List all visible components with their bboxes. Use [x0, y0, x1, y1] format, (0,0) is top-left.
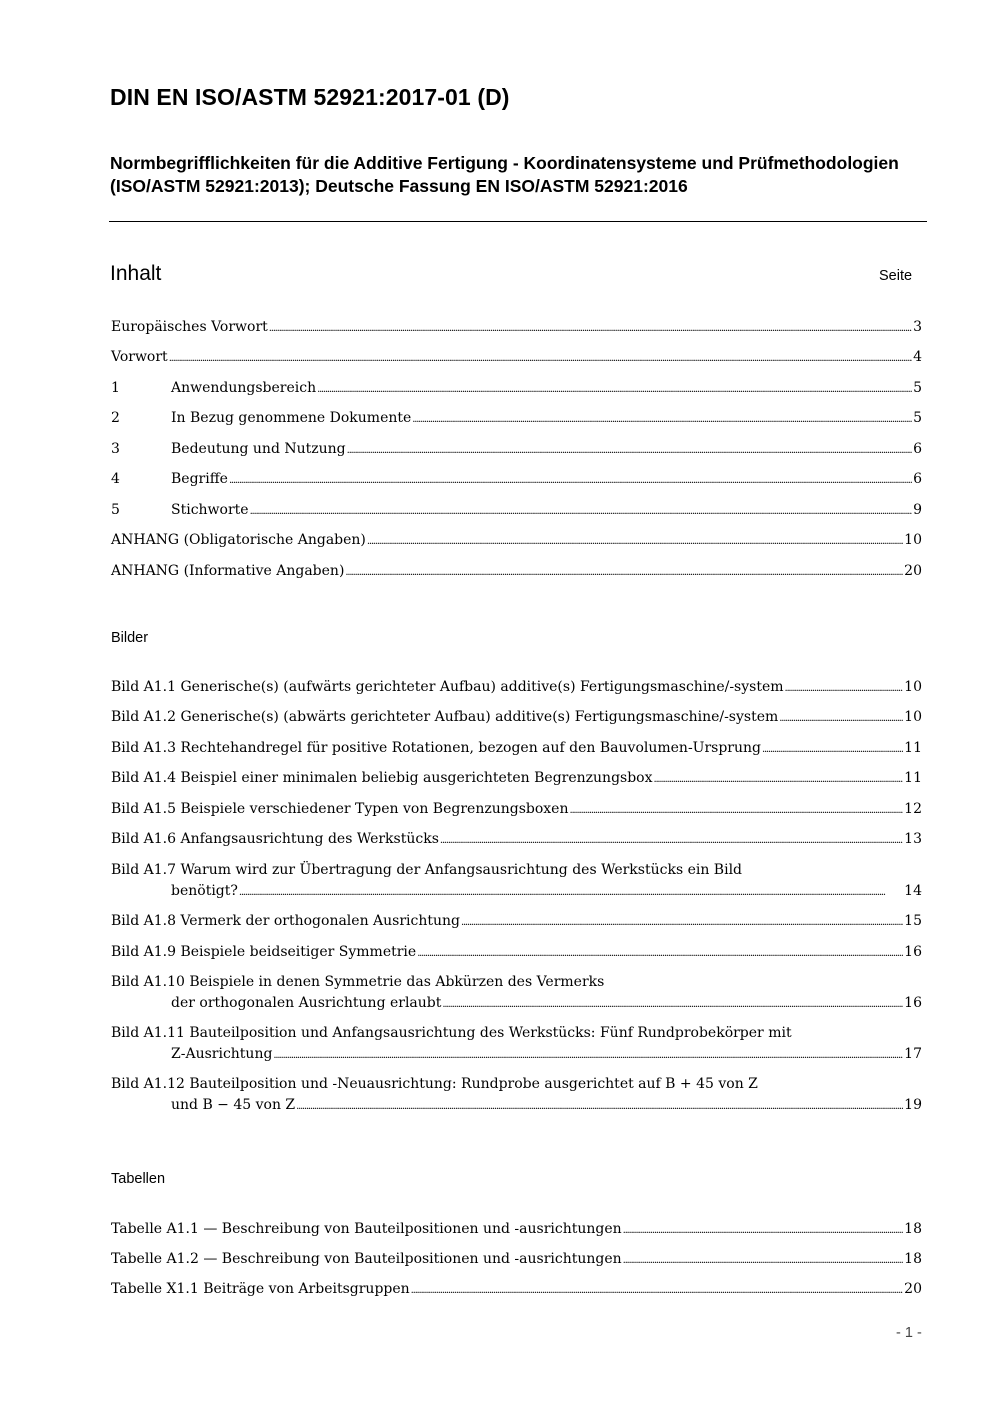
toc-entry-page: 3 [913, 319, 922, 335]
figure-entry-page: 10 [904, 709, 922, 725]
figure-entry-page: 16 [904, 995, 922, 1011]
table-entry[interactable] [111, 1221, 922, 1237]
figure-entry-page: 11 [904, 740, 922, 756]
dot-leader [623, 1251, 904, 1265]
dot-leader [345, 563, 903, 577]
toc-entry[interactable] [111, 502, 922, 518]
table-entry-title: Tabelle A1.1 — Beschreibung von Bauteilpositionen und -ausrichtungen [111, 1221, 622, 1237]
dot-leader [412, 410, 912, 424]
figure-entry-title: Bild A1.12 Bauteilposition und -Neuausrichtung: Rundprobe ausgerichtet auf B + 45 von Z [111, 1076, 758, 1092]
table-entry-title: Tabelle A1.2 — Beschreibung von Bauteilpositionen und -ausrichtungen [111, 1251, 622, 1267]
dot-leader [762, 740, 903, 754]
figure-entry-title-cont: benötigt? [171, 883, 238, 899]
toc-entry-title: Begriffe [171, 471, 228, 487]
figure-entry-title: Bild A1.6 Anfangsausrichtung des Werkstücks [111, 831, 439, 847]
title-divider [109, 221, 927, 222]
dot-leader [440, 831, 903, 845]
dot-leader [239, 883, 903, 897]
toc-entry-title: Europäisches Vorwort [111, 319, 268, 335]
dot-leader [461, 913, 903, 927]
toc-entry-page: 5 [913, 410, 922, 426]
dot-leader [779, 709, 903, 723]
toc-entry-page: 9 [913, 502, 922, 518]
dot-leader [569, 801, 903, 815]
figures-heading: Bilder [111, 630, 149, 646]
toc-entry-number: 1 [111, 380, 120, 396]
document-title: DIN EN ISO/ASTM 52921:2017-01 (D) [110, 84, 510, 110]
toc-heading: Inhalt [110, 262, 162, 285]
figure-entry-title-cont: und B − 45 von Z [171, 1097, 296, 1113]
figure-entry[interactable] [111, 944, 922, 960]
table-entry-title: Tabelle X1.1 Beiträge von Arbeitsgruppen [111, 1281, 410, 1297]
page-column-label: Seite [879, 268, 913, 284]
dot-leader [296, 1097, 903, 1111]
figure-entry-title: Bild A1.5 Beispiele verschiedener Typen von Begrenzungsboxen [111, 801, 569, 817]
toc-entry-number: 2 [111, 410, 120, 426]
toc-entry[interactable] [111, 563, 922, 579]
figure-entry[interactable] [111, 679, 922, 695]
document-subtitle: Normbegrifflichkeiten für die Additive Fertigung - Koordinatensysteme und Prüfmethodologien (ISO/ASTM 52921:2013); Deutsche Fassung EN ISO/ASTM 52921:2016 [110, 153, 899, 196]
toc-entry-number: 4 [111, 471, 120, 487]
figure-entry[interactable] [111, 913, 922, 929]
dot-leader [347, 441, 912, 455]
toc-entry-title: In Bezug genommene Dokumente [171, 410, 412, 426]
figure-entry-page: 13 [904, 831, 922, 847]
figure-entry-page: 12 [904, 801, 922, 817]
toc-entry-number: 5 [111, 502, 120, 518]
dot-leader [367, 532, 903, 546]
figure-entry[interactable] [111, 831, 922, 847]
figure-entry-continuation [171, 1097, 922, 1113]
table-entry[interactable] [111, 1281, 922, 1297]
figure-entry-title: Bild A1.9 Beispiele beidseitiger Symmetrie [111, 944, 417, 960]
figure-entry-title-cont: der orthogonalen Ausrichtung erlaubt [171, 995, 442, 1011]
figure-entry-title: Bild A1.2 Generische(s) (abwärts gerichteter Aufbau) additive(s) Fertigungsmaschine/-system [111, 709, 779, 725]
figure-entry-page: 16 [904, 944, 922, 960]
figure-entry-title: Bild A1.4 Beispiel einer minimalen beliebig ausgerichteten Begrenzungsbox [111, 770, 653, 786]
dot-leader [169, 349, 912, 363]
figure-entry[interactable] [111, 801, 922, 817]
page-number: - 1 - [896, 1325, 922, 1341]
figure-entry-title: Bild A1.10 Beispiele in denen Symmetrie das Abkürzen des Vermerks [111, 974, 605, 990]
toc-entry[interactable] [111, 532, 922, 548]
toc-entry[interactable] [111, 380, 922, 396]
toc-entry-page: 20 [904, 563, 922, 579]
toc-entry[interactable] [111, 441, 922, 457]
dot-leader [417, 944, 903, 958]
figure-entry[interactable] [111, 709, 922, 725]
figure-entry-title: Bild A1.8 Vermerk der orthogonalen Ausrichtung [111, 913, 460, 929]
toc-entry-title: Anwendungsbereich [171, 380, 317, 396]
dot-leader [785, 679, 904, 693]
toc-entry-title: Bedeutung und Nutzung [171, 441, 346, 457]
dot-leader [442, 995, 903, 1009]
toc-entry[interactable] [111, 410, 922, 426]
figure-entry[interactable] [111, 770, 922, 786]
toc-entry-page: 4 [913, 349, 922, 365]
toc-entry-page: 6 [913, 471, 922, 487]
figure-entry-page: 10 [904, 679, 922, 695]
dot-leader [411, 1281, 904, 1295]
figure-entry-continuation [171, 995, 922, 1011]
dot-leader [623, 1221, 904, 1235]
dot-leader [273, 1046, 903, 1060]
figure-entry-page: 11 [904, 770, 922, 786]
table-entry-page: 18 [904, 1221, 922, 1237]
figure-entry-continuation [171, 1046, 922, 1062]
figure-entry-title: Bild A1.1 Generische(s) (aufwärts gerichteter Aufbau) additive(s) Fertigungsmaschine/-system [111, 679, 784, 695]
dot-leader [229, 471, 912, 485]
toc-entry-title: Vorwort [111, 349, 168, 365]
figure-entry-page: 15 [904, 913, 922, 929]
toc-entry-title: ANHANG (Obligatorische Angaben) [111, 532, 366, 548]
figure-entry-title: Bild A1.7 Warum wird zur Übertragung der Anfangsausrichtung des Werkstücks ein Bild [111, 862, 743, 878]
toc-entry-title: Stichworte [171, 502, 249, 518]
dot-leader [250, 502, 913, 516]
table-entry[interactable] [111, 1251, 922, 1267]
figure-entry-page: 14 [904, 883, 922, 899]
figure-entry-page: 17 [904, 1046, 922, 1062]
tables-heading: Tabellen [111, 1171, 166, 1187]
toc-entry-page: 6 [913, 441, 922, 457]
toc-entry-page: 5 [913, 380, 922, 396]
figure-entry-page: 19 [904, 1097, 922, 1113]
dot-leader [317, 380, 912, 394]
figure-entry-title: Bild A1.11 Bauteilposition und Anfangsausrichtung des Werkstücks: Fünf Rundprobekörper mit [111, 1025, 792, 1041]
figure-entry-continuation [171, 883, 922, 899]
toc-entry[interactable] [111, 471, 922, 487]
dot-leader [269, 319, 912, 333]
figure-entry-title: Bild A1.3 Rechtehandregel für positive Rotationen, bezogen auf den Bauvolumen-Ursprung [111, 740, 761, 756]
toc-entry[interactable] [111, 319, 922, 335]
toc-entry-title: ANHANG (Informative Angaben) [111, 563, 345, 579]
table-entry-page: 20 [904, 1281, 922, 1297]
toc-entry[interactable] [111, 349, 922, 365]
figure-entry-title-cont: Z-Ausrichtung [171, 1046, 273, 1062]
dot-leader [654, 770, 904, 784]
table-entry-page: 18 [904, 1251, 922, 1267]
figure-entry[interactable] [111, 740, 922, 756]
toc-entry-number: 3 [111, 441, 120, 457]
toc-entry-page: 10 [904, 532, 922, 548]
